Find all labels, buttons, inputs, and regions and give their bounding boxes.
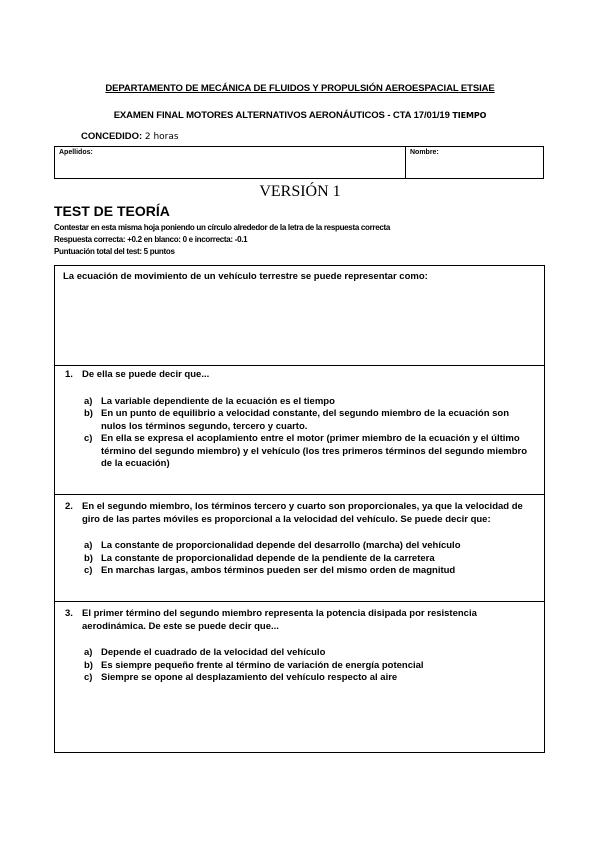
option-1c[interactable] [84, 433, 536, 471]
question-table [54, 265, 545, 753]
option-text: La constante de proporcionalidad depende del desarrollo (marcha) del vehículo [101, 540, 461, 551]
question-number: 3. [65, 608, 73, 619]
option-1a[interactable] [84, 396, 536, 409]
instruction-line: Respuesta correcta: +0.2 en blanco: 0 e incorrecta: -0.1 [54, 235, 248, 244]
option-text: Es siempre pequeño frente al término de variación de energía potencial [101, 659, 424, 671]
question-2 [63, 501, 536, 526]
surname-label: Apellidos: [59, 149, 93, 156]
statement-text: La ecuación de movimiento de un vehículo terrestre se puede representar como: [63, 271, 428, 282]
option-3a[interactable] [84, 647, 536, 660]
first-name-label: Nombre: [410, 149, 439, 156]
first-name-field[interactable] [406, 147, 543, 178]
option-2c[interactable] [84, 565, 536, 578]
option-1b[interactable] [84, 408, 536, 433]
option-letter: c) [84, 565, 93, 576]
option-text: Siempre se opone al desplazamiento del vehículo respecto al aire [101, 672, 398, 683]
question-number: 2. [65, 501, 73, 512]
department-title: DEPARTAMENTO DE MECÁNICA DE FLUIDOS Y PROPULSIÓN AEROESPACIAL ETSIAE [105, 83, 495, 94]
option-list [63, 396, 536, 471]
question-3 [63, 608, 536, 633]
option-letter: b) [84, 552, 93, 564]
option-text: En un punto de equilibrio a velocidad constante, del segundo miembro de la ecuación son nulos los términos segundo, tercero y cuarto. [101, 408, 510, 432]
option-list [63, 647, 536, 685]
surname-field[interactable] [55, 147, 406, 178]
time-allowed-value: 2 horas [144, 132, 179, 142]
option-letter: a) [84, 647, 93, 658]
question-row [55, 366, 544, 495]
question-row [55, 602, 544, 752]
option-3b[interactable] [84, 660, 536, 673]
question-row [55, 495, 544, 602]
version-title: VERSIÓN 1 [259, 183, 341, 200]
question-number: 1. [65, 369, 73, 380]
option-list [63, 540, 536, 578]
option-text: En marchas largas, ambos términos pueden ser del mismo orden de magnitud [101, 565, 456, 576]
option-letter: a) [84, 540, 93, 551]
question-text: De ella se puede decir que... [82, 369, 210, 380]
exam-tiempo: TIEMPO [452, 111, 487, 120]
test-title: TEST DE TEORÍA [54, 203, 170, 219]
time-allowed-label: CONCEDIDO: [81, 131, 143, 142]
option-text: La variable dependiente de la ecuación es el tiempo [101, 395, 335, 407]
question-1 [63, 369, 536, 382]
time-allowed [81, 131, 179, 142]
question-text: El primer término del segundo miembro representa la potencia disipada por resistencia aerodinámica. De este se puede decir que... [82, 608, 477, 632]
instruction-line: Puntuación total del test: 5 puntos [54, 247, 175, 256]
test-instructions [54, 222, 390, 258]
option-letter: b) [84, 408, 93, 419]
exam-title [0, 110, 600, 121]
instruction-line: Contestar en esta misma hoja poniendo un círculo alrededor de la letra de la respuesta correcta [54, 223, 391, 232]
option-text: La constante de proporcionalidad depende de la pendiente de la carretera [101, 552, 435, 564]
exam-name: EXAMEN FINAL MOTORES ALTERNATIVOS AERONÁUTICOS - CTA 17/01/19 [113, 110, 450, 121]
statement-row [55, 266, 544, 366]
student-name-box [54, 146, 544, 179]
option-letter: a) [84, 395, 93, 407]
option-letter: c) [84, 433, 93, 444]
option-letter: b) [84, 659, 93, 671]
option-2b[interactable] [84, 553, 536, 566]
option-letter: c) [84, 672, 93, 683]
option-3c[interactable] [84, 672, 536, 685]
question-text: En el segundo miembro, los términos tercero y cuarto son proporcionales, ya que la velocidad de giro de las partes móviles es proporcional a la velocidad del vehículo. Se puede decir que: [82, 501, 523, 525]
option-2a[interactable] [84, 540, 536, 553]
option-text: En ella se expresa el acoplamiento entre el motor (primer miembro de la ecuación y el último término del segundo miembro) y el vehículo (los tres primeros términos del segundo miembro de la ecuación) [101, 433, 528, 469]
option-text: Depende el cuadrado de la velocidad del vehículo [101, 647, 326, 658]
